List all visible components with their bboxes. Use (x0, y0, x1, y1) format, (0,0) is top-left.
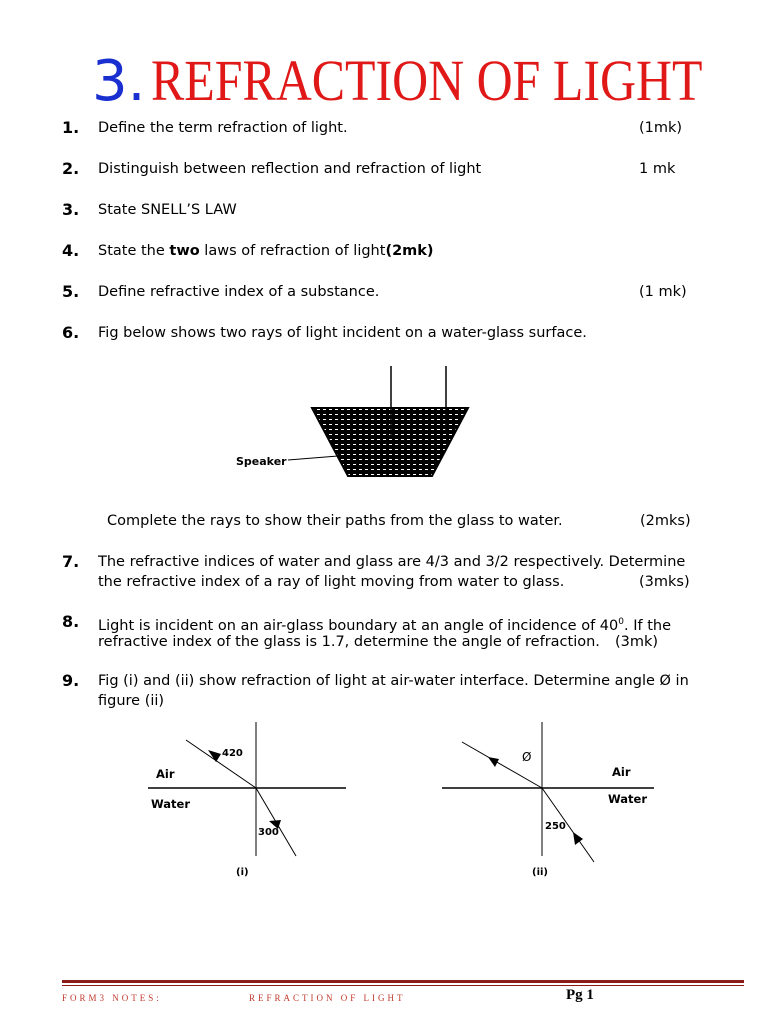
q6-marks: (2mks) (640, 513, 691, 529)
angle-label-bottom: 300 (258, 827, 279, 838)
refracted-ray (462, 742, 542, 788)
footer-topic: REFRACTION OF LIGHT (249, 993, 406, 1003)
footer-course: FORM3 NOTES: (62, 993, 162, 1003)
footer-rule-thin (62, 985, 744, 986)
question-number: 1. (62, 118, 80, 137)
page-title (92, 48, 768, 114)
question-marks: 1 mk (639, 161, 676, 177)
figure-caption: (i) (236, 867, 249, 878)
question-text (98, 242, 434, 261)
glass-block (312, 408, 468, 476)
question-marks: (3mk) (615, 634, 659, 650)
question-marks: (2mk) (385, 243, 434, 259)
page-number: Pg 1 (566, 987, 594, 1003)
footer-rule (62, 980, 744, 983)
question-marks: (1 mk) (639, 284, 687, 300)
figure-i (140, 716, 360, 886)
question-number: 4. (62, 241, 80, 260)
question-text-part: State the (98, 243, 170, 259)
figure-caption: (ii) (532, 867, 548, 878)
q6-instruction: Complete the rays to show their paths from the glass to water. (107, 513, 563, 529)
question-text: State SNELL’S LAW (98, 202, 237, 218)
question-text: Define the term refraction of light. (98, 120, 348, 136)
question-number: 3. (62, 200, 80, 219)
question-number: 8. (62, 612, 80, 631)
question-text: Fig below shows two rays of light incident on a water-glass surface. (98, 325, 587, 341)
question-number: 2. (62, 159, 80, 178)
arrow-head (573, 832, 583, 845)
question-marks: (1mk) (639, 120, 683, 136)
incident-ray (186, 740, 256, 788)
question-number: 9. (62, 671, 80, 690)
question-text-line-2: figure (ii) (98, 693, 165, 709)
angle-label-top: 420 (222, 748, 243, 759)
question-number: 5. (62, 282, 80, 301)
speaker-label: Speaker (236, 455, 287, 468)
question-text-line-1: Fig (i) and (ii) show refraction of light at air-water interface. Determine angle Ø in (98, 673, 689, 689)
medium-label-bottom: Water (608, 792, 648, 806)
question-marks: (3mks) (639, 574, 690, 590)
question-text-line-2: the refractive index of a ray of light moving from water to glass. (98, 574, 565, 590)
chapter-title: REFRACTION OF LIGHT (151, 48, 703, 113)
question-text-part: Light is incident on an air-glass boundary at an angle of incidence of 40 (98, 617, 619, 634)
superscript: 0 (618, 617, 624, 627)
angle-label-top: Ø (522, 750, 532, 764)
water-glass-figure (226, 362, 476, 484)
question-text: Define refractive index of a substance. (98, 284, 380, 300)
question-text-part: . If the (623, 617, 671, 634)
label-pointer (288, 456, 338, 460)
angle-label-bottom: 250 (545, 821, 566, 832)
chapter-number: 3. (92, 49, 146, 114)
medium-label-top: Air (156, 767, 175, 781)
question-number: 6. (62, 323, 80, 342)
question-text-line-2: refractive index of the glass is 1.7, determine the angle of refraction. (98, 634, 600, 650)
question-text-line-1: The refractive indices of water and glass are 4/3 and 3/2 respectively. Determine (98, 554, 686, 570)
question-text-part: laws of refraction of light (199, 243, 386, 259)
question-text: Distinguish between reflection and refraction of light (98, 161, 482, 177)
medium-label-bottom: Water (151, 797, 191, 811)
medium-label-top: Air (612, 765, 631, 779)
question-number: 7. (62, 552, 80, 571)
question-text-emphasis: two (169, 243, 200, 259)
figure-ii (432, 716, 662, 886)
arrow-head (488, 757, 499, 767)
